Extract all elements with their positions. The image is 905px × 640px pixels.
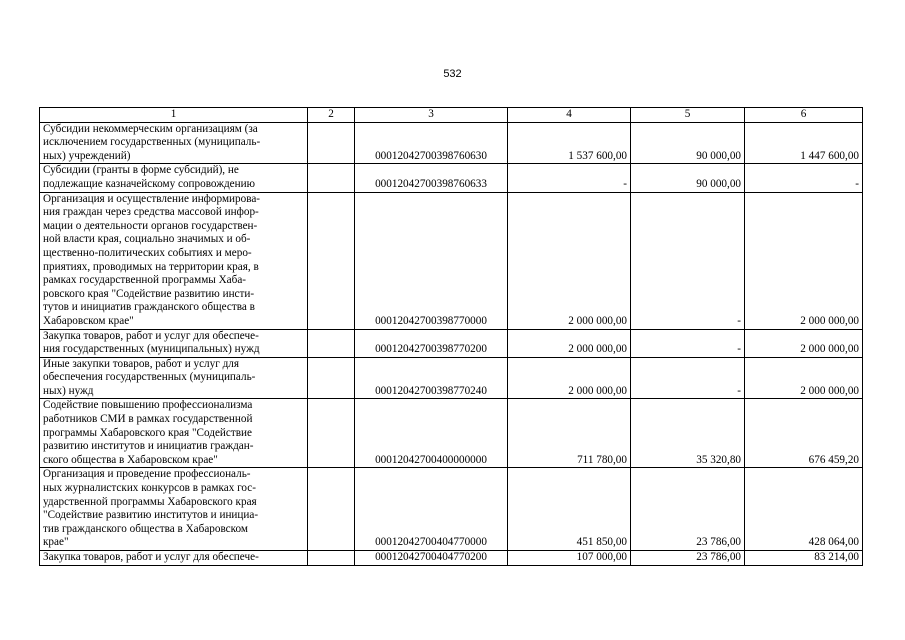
row-description	[40, 164, 308, 192]
column-header-3: 3	[355, 108, 508, 123]
amount-col-5: 90 000,00	[631, 164, 745, 192]
amount-col-4: 2 000 000,00	[508, 192, 631, 329]
description-line: ных) нужд	[43, 384, 94, 397]
table-row	[40, 468, 863, 551]
amount-col-6: 83 214,00	[745, 551, 863, 566]
table-row	[40, 357, 863, 399]
description-line: развитию институтов и инициатив граждан-	[43, 440, 254, 453]
amount-col-6: 2 000 000,00	[745, 329, 863, 357]
budget-code: 00012042700404770200	[355, 551, 508, 566]
description-line: Организация и осуществление информирова-	[43, 192, 261, 205]
budget-code: 00012042700400000000	[355, 399, 508, 468]
column-header-6: 6	[745, 108, 863, 123]
description-line: Иные закупки товаров, работ и услуг для	[43, 357, 240, 370]
row-description	[40, 192, 308, 329]
description-line: Закупка товаров, работ и услуг для обеспече-	[43, 551, 259, 563]
description-line: исключением государственных (муниципаль-	[43, 136, 261, 149]
description-line: тив гражданского общества в Хабаровском	[43, 522, 248, 535]
description-line: ной власти края, социально значимых и об-	[43, 233, 251, 246]
description-line: ния государственных (муниципальных) нужд	[43, 343, 260, 356]
column-2-cell	[308, 468, 355, 551]
column-2-cell	[308, 399, 355, 468]
column-2-cell	[308, 122, 355, 164]
amount-col-6: -	[745, 164, 863, 192]
amount-col-4: 451 850,00	[508, 468, 631, 551]
description-line: мации о деятельности органов государствен-	[43, 219, 258, 232]
row-description	[40, 399, 308, 468]
amount-col-5: 23 786,00	[631, 468, 745, 551]
amount-col-4: 1 537 600,00	[508, 122, 631, 164]
description-line: "Содействие развитию институтов и инициа-	[43, 509, 259, 522]
description-line: Содействие повышению профессионализма	[43, 399, 253, 412]
table-row	[40, 329, 863, 357]
amount-col-6: 676 459,20	[745, 399, 863, 468]
amount-col-6: 2 000 000,00	[745, 357, 863, 399]
amount-col-4: 2 000 000,00	[508, 329, 631, 357]
page-number: 532	[443, 68, 462, 80]
budget-code: 00012042700404770000	[355, 468, 508, 551]
description-line: Субсидии некоммерческим организациям (за	[43, 122, 258, 135]
row-description	[40, 468, 308, 551]
budget-code: 00012042700398760630	[355, 122, 508, 164]
table-row	[40, 399, 863, 468]
budget-code: 00012042700398760633	[355, 164, 508, 192]
column-2-cell	[308, 357, 355, 399]
table-row	[40, 164, 863, 192]
description-line: Организация и проведение профессиональ-	[43, 468, 251, 481]
column-header-4: 4	[508, 108, 631, 123]
description-line: рамках государственной программы Хаба-	[43, 274, 247, 287]
description-line: ных) учреждений)	[43, 149, 131, 162]
table-header-row	[40, 108, 863, 123]
column-2-cell	[308, 551, 355, 566]
description-line: программы Хабаровского края "Содействие	[43, 426, 252, 439]
column-header-2: 2	[308, 108, 355, 123]
column-2-cell	[308, 192, 355, 329]
description-line: обеспечения государственных (муниципаль-	[43, 371, 256, 384]
amount-col-6: 2 000 000,00	[745, 192, 863, 329]
amount-col-5: -	[631, 329, 745, 357]
budget-table	[39, 107, 863, 566]
amount-col-5: 23 786,00	[631, 551, 745, 566]
amount-col-4: 107 000,00	[508, 551, 631, 566]
amount-col-4: -	[508, 164, 631, 192]
description-line: тутов и инициатив гражданского общества в	[43, 301, 255, 314]
description-line: подлежащие казначейскому сопровождению	[43, 177, 255, 190]
amount-col-6: 1 447 600,00	[745, 122, 863, 164]
description-line: приятиях, проводимых на территории края, в	[43, 260, 259, 273]
table-row	[40, 192, 863, 329]
column-2-cell	[308, 329, 355, 357]
description-line: ударственной программы Хабаровского края	[43, 495, 257, 508]
amount-col-5: -	[631, 192, 745, 329]
description-line: Субсидии (гранты в форме субсидий), не	[43, 164, 239, 177]
description-line: ных журналистских конкурсов в рамках гос-	[43, 482, 256, 495]
column-header-5: 5	[631, 108, 745, 123]
amount-col-6: 428 064,00	[745, 468, 863, 551]
description-line: ровского края "Содействие развитию инсти-	[43, 287, 255, 300]
amount-col-4: 711 780,00	[508, 399, 631, 468]
row-description	[40, 551, 308, 566]
amount-col-5: 35 320,80	[631, 399, 745, 468]
table-row	[40, 122, 863, 164]
amount-col-5: -	[631, 357, 745, 399]
table-row	[40, 551, 863, 566]
description-line: ского общества в Хабаровском крае"	[43, 453, 218, 466]
description-line: работников СМИ в рамках государственной	[43, 413, 253, 426]
budget-code: 00012042700398770000	[355, 192, 508, 329]
description-line: крае"	[43, 536, 69, 549]
row-description	[40, 329, 308, 357]
amount-col-5: 90 000,00	[631, 122, 745, 164]
row-description	[40, 357, 308, 399]
row-description	[40, 122, 308, 164]
column-2-cell	[308, 164, 355, 192]
budget-code: 00012042700398770200	[355, 329, 508, 357]
description-line: Закупка товаров, работ и услуг для обеспече-	[43, 329, 259, 342]
description-line: ния граждан через средства массовой инфор-	[43, 206, 259, 219]
budget-code: 00012042700398770240	[355, 357, 508, 399]
column-header-1: 1	[40, 108, 308, 123]
description-line: щественно-политических событиях и меро-	[43, 246, 252, 259]
amount-col-4: 2 000 000,00	[508, 357, 631, 399]
description-line: Хабаровском крае"	[43, 314, 134, 327]
